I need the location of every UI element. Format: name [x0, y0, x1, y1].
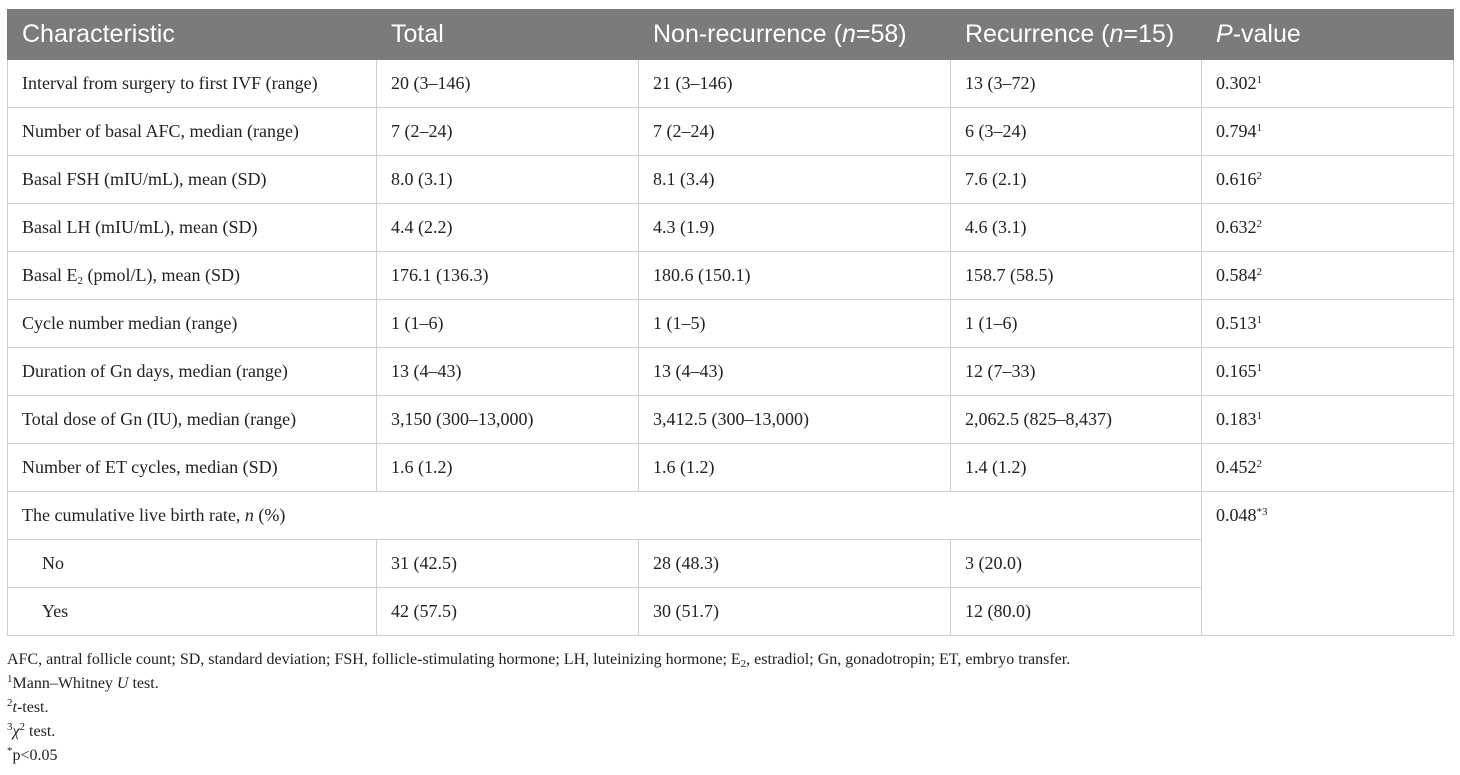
cell-recurrence: 158.7 (58.5): [951, 252, 1202, 300]
cell-recurrence: 13 (3–72): [951, 60, 1202, 108]
results-table: [7, 9, 1454, 636]
cell-total: 8.0 (3.1): [377, 156, 639, 204]
table-footnotes: [7, 648, 1453, 768]
cell-p-value: 0.616$^2$: [1202, 156, 1454, 204]
group-p-value: 0.048$^{*3}$: [1202, 492, 1454, 636]
header-p-value: P-value: [1202, 10, 1454, 60]
table-row: [8, 348, 1454, 396]
table-row: [8, 444, 1454, 492]
cell-recurrence: 3 (20.0): [951, 540, 1202, 588]
cell-recurrence: 2,062.5 (825–8,437): [951, 396, 1202, 444]
table-row: [8, 300, 1454, 348]
cell-total: 7 (2–24): [377, 108, 639, 156]
cell-non-recurrence: 7 (2–24): [639, 108, 951, 156]
header-total: Total: [377, 10, 639, 60]
cell-non-recurrence: 8.1 (3.4): [639, 156, 951, 204]
results-table-container: [7, 9, 1453, 636]
footnote-significance: *p<0.05: [7, 745, 58, 764]
cell-total: 3,150 (300–13,000): [377, 396, 639, 444]
header-recurrence: Recurrence (n=15): [951, 10, 1202, 60]
group-label: The cumulative live birth rate, n (%): [8, 492, 1202, 540]
cell-total: 176.1 (136.3): [377, 252, 639, 300]
cell-recurrence: 12 (7–33): [951, 348, 1202, 396]
cell-total: 42 (57.5): [377, 588, 639, 636]
table-row: [8, 252, 1454, 300]
table-row: [8, 108, 1454, 156]
cell-non-recurrence: 180.6 (150.1): [639, 252, 951, 300]
header-characteristic: Characteristic: [8, 10, 377, 60]
cell-non-recurrence: 30 (51.7): [639, 588, 951, 636]
row-label: Basal LH (mIU/mL), mean (SD): [8, 204, 377, 252]
row-label: Interval from surgery to first IVF (range): [8, 60, 377, 108]
table-row: [8, 204, 1454, 252]
footnote-3: $^3\chi^2$ test.: [7, 721, 56, 740]
row-label: Total dose of Gn (IU), median (range): [8, 396, 377, 444]
cell-p-value: 0.183$^1$: [1202, 396, 1454, 444]
cell-recurrence: 1 (1–6): [951, 300, 1202, 348]
cell-recurrence: 6 (3–24): [951, 108, 1202, 156]
cell-p-value: 0.513$^1$: [1202, 300, 1454, 348]
header-non-recurrence: Non-recurrence (n=58): [639, 10, 951, 60]
table-row: [8, 60, 1454, 108]
cell-non-recurrence: 21 (3–146): [639, 60, 951, 108]
cell-non-recurrence: 1.6 (1.2): [639, 444, 951, 492]
cell-p-value: 0.165$^1$: [1202, 348, 1454, 396]
row-label: Basal FSH (mIU/mL), mean (SD): [8, 156, 377, 204]
row-label: Basal $E_2$ (pmol/L), mean (SD): [8, 252, 377, 300]
sub-row-label: Yes: [8, 588, 377, 636]
cell-p-value: 0.794$^1$: [1202, 108, 1454, 156]
cell-total: 20 (3–146): [377, 60, 639, 108]
row-label: Cycle number median (range): [8, 300, 377, 348]
cell-total: 1 (1–6): [377, 300, 639, 348]
cell-non-recurrence: 3,412.5 (300–13,000): [639, 396, 951, 444]
footnote-abbreviations: AFC, antral follicle count; SD, standard deviation; FSH, follicle-stimulating hormone; LH, luteinizing hormone; $E_2$, estradiol; Gn, gonadotropin; ET, embryo transfer.: [7, 651, 1071, 670]
cell-p-value: 0.302$^1$: [1202, 60, 1454, 108]
table-header-row: [8, 10, 1454, 60]
row-label: Number of basal AFC, median (range): [8, 108, 377, 156]
cell-recurrence: 7.6 (2.1): [951, 156, 1202, 204]
cell-p-value: 0.632$^2$: [1202, 204, 1454, 252]
row-label: Duration of Gn days, median (range): [8, 348, 377, 396]
cell-total: 1.6 (1.2): [377, 444, 639, 492]
table-row: [8, 396, 1454, 444]
cell-total: 4.4 (2.2): [377, 204, 639, 252]
cell-non-recurrence: 4.3 (1.9): [639, 204, 951, 252]
sub-row-label: No: [8, 540, 377, 588]
cell-total: 13 (4–43): [377, 348, 639, 396]
row-label: Number of ET cycles, median (SD): [8, 444, 377, 492]
cell-non-recurrence: 28 (48.3): [639, 540, 951, 588]
cell-total: 31 (42.5): [377, 540, 639, 588]
table-row-group-header: [8, 492, 1454, 540]
cell-recurrence: 1.4 (1.2): [951, 444, 1202, 492]
cell-recurrence: 4.6 (3.1): [951, 204, 1202, 252]
cell-non-recurrence: 1 (1–5): [639, 300, 951, 348]
table-row: [8, 156, 1454, 204]
footnote-1: $^1$Mann–Whitney U test.: [7, 673, 159, 692]
footnote-2: $^2$t-test.: [7, 697, 49, 716]
cell-non-recurrence: 13 (4–43): [639, 348, 951, 396]
cell-p-value: 0.452$^2$: [1202, 444, 1454, 492]
cell-recurrence: 12 (80.0): [951, 588, 1202, 636]
cell-p-value: 0.584$^2$: [1202, 252, 1454, 300]
